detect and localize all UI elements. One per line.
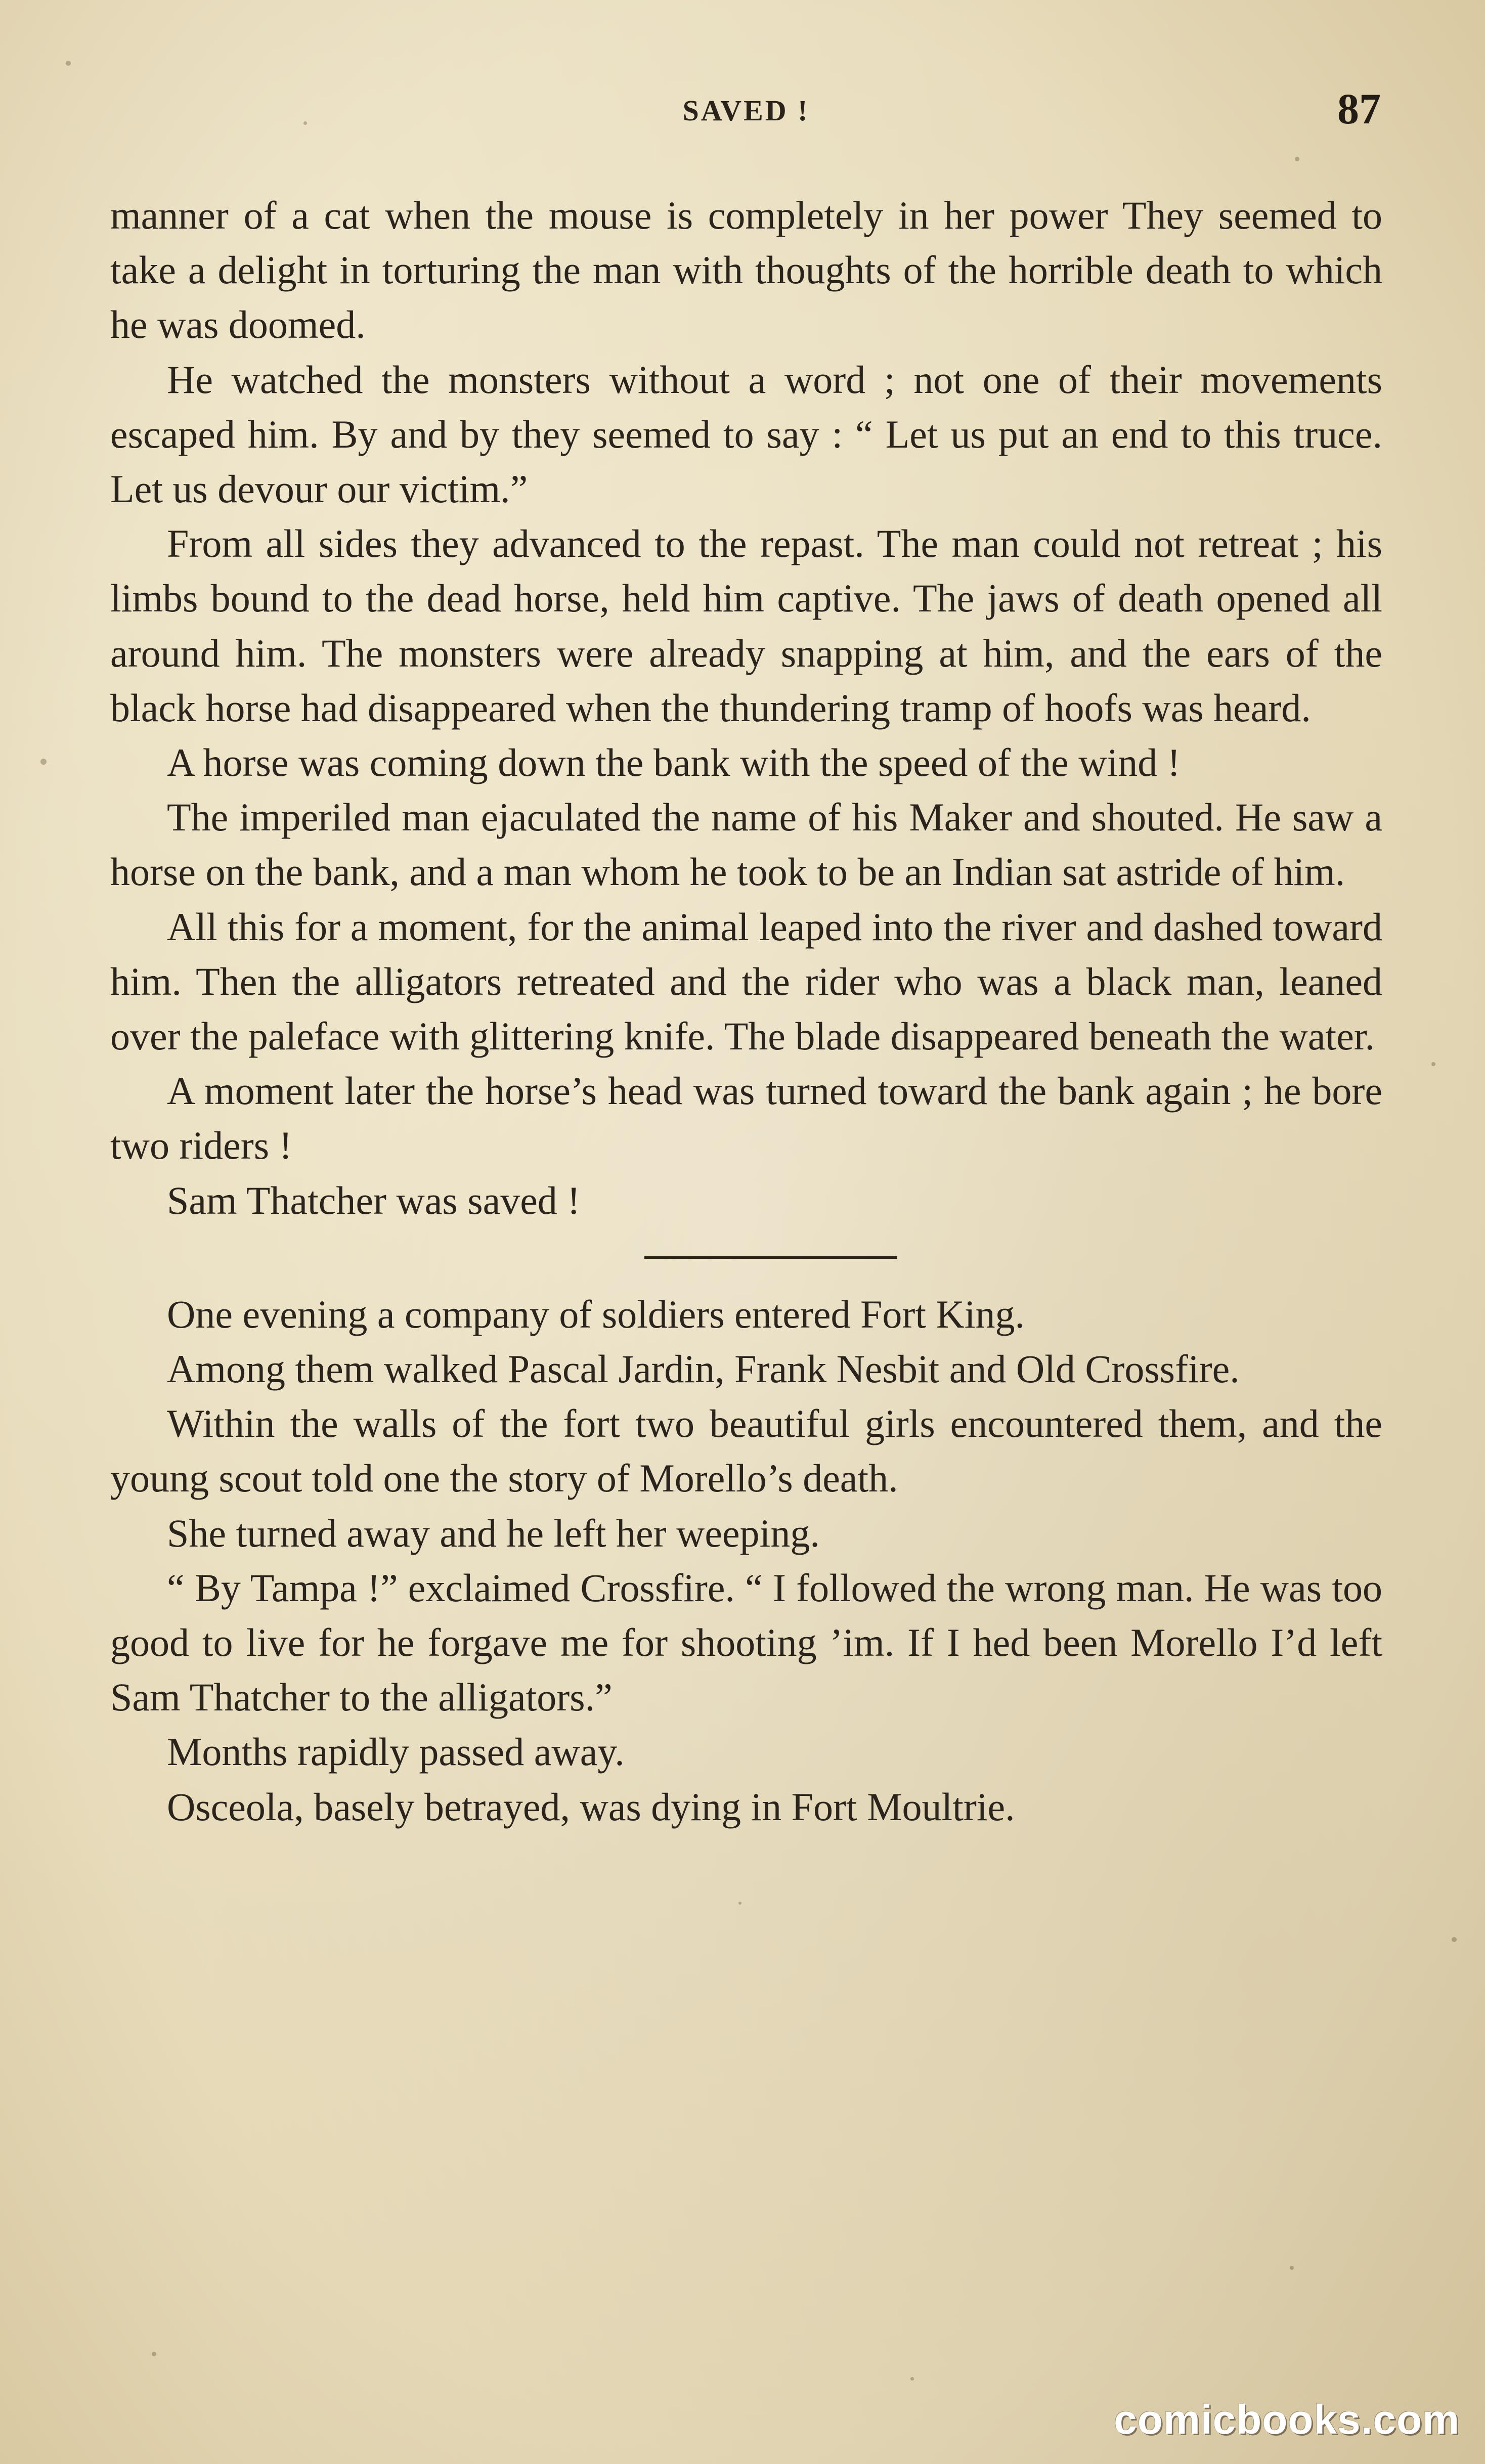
paper-speck [1290,2266,1294,2270]
paper-speck [66,61,71,66]
running-title: SAVED ! [682,94,810,127]
paragraph: manner of a cat when the mouse is completely in her power They seemed to take a delight in torturing the man with thoughts of the horrible death to which he was doomed. [110,193,1382,347]
paragraph: One evening a company of soldiers entered Fort King. [167,1292,1025,1336]
paper-speck [910,2377,914,2381]
paragraph: The imperiled man ejaculated the name of his Maker and shouted. He saw a horse on the bank, and a man whom he took to be an Indian sat astride of him. [110,795,1382,894]
page-number: 87 [1337,84,1381,133]
paper-speck [1452,1937,1457,1942]
paragraph: A moment later the horse’s head was turned toward the bank again ; he bore two riders ! [110,1069,1382,1168]
paragraph: Among them walked Pascal Jardin, Frank Nesbit and Old Crossfire. [167,1347,1240,1391]
paragraph: He watched the monsters without a word ; not one of their movements escaped him. By and by they seemed to say : “ Let us put an end to this truce. Let us devour our victim.” [110,357,1382,511]
watermark: comicbooks.com [1114,2397,1460,2443]
body-text [110,188,1382,1834]
paragraph: A horse was coming down the bank with the speed of the wind ! [167,740,1181,785]
paper-speck [40,759,47,765]
running-head [111,83,1381,134]
paragraph: All this for a moment, for the animal leaped into the river and dashed toward him. Then the alligators retreated and the rider who was a black man, leaned over the paleface with glittering knife. The blade disappeared beneath the water. [110,904,1382,1059]
paragraph: Osceola, basely betrayed, was dying in Fort Moultrie. [167,1784,1015,1829]
paragraph: “ By Tampa !” exclaimed Crossfire. “ I followed the wrong man. He was too good to live for he forgave me for shooting ’im. If I hed been Morello I’d left Sam Thatcher to the alligators.” [110,1565,1382,1720]
paper-speck [1431,1062,1435,1066]
paper-speck [738,1902,741,1905]
paragraph: From all sides they advanced to the repast. The man could not retreat ; his limbs bound to the dead horse, held him captive. The jaws of death opened all around him. The monsters were already snapping at him, and the ears of the black horse had disappeared when the thundering tramp of hoofs was heard. [110,521,1382,730]
paragraph: Within the walls of the fort two beautiful girls encountered them, and the young scout told one the story of Morello’s death. [110,1401,1382,1501]
paper-speck [1295,157,1299,161]
paragraph: Months rapidly passed away. [167,1730,625,1774]
paragraph: Sam Thatcher was saved ! [167,1178,581,1222]
paper-speck [152,2352,156,2356]
paragraph: She turned away and he left her weeping. [167,1511,820,1555]
section-break-rule [644,1256,897,1259]
